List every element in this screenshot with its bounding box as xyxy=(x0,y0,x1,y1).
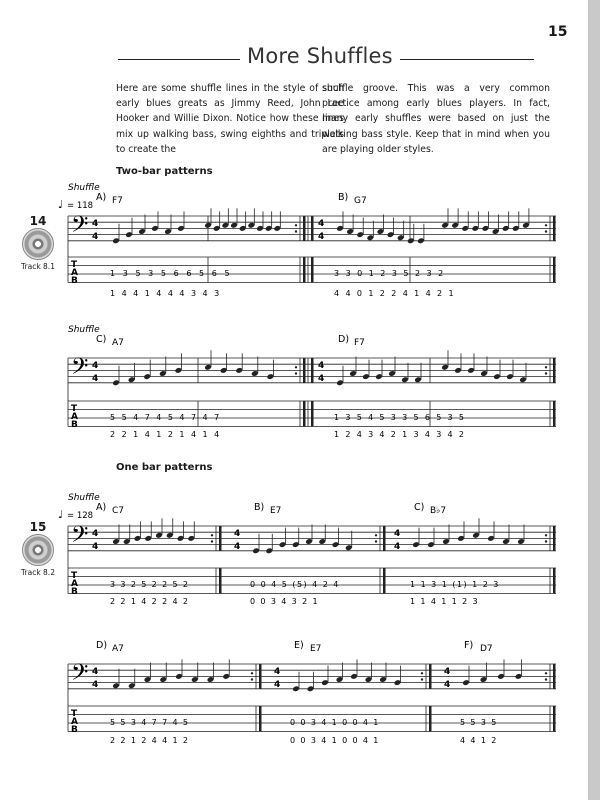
repeat-barline xyxy=(429,706,432,732)
chord-symbol: E7 xyxy=(270,506,282,516)
bass-clef-icon: 𝄢 xyxy=(71,212,89,243)
bass-clef-icon: 𝄢 xyxy=(71,660,89,691)
repeat-dot xyxy=(211,540,213,542)
time-signature: 4 xyxy=(92,232,99,242)
repeat-dot xyxy=(421,678,423,680)
track-label: Track 8.1 xyxy=(21,262,55,271)
time-signature: 4 xyxy=(234,542,241,552)
fingering-number: 2 2 1 2 4 4 1 2 xyxy=(110,736,188,745)
example-letter: A) xyxy=(96,192,107,203)
time-signature: 4 xyxy=(444,667,451,677)
repeat-barline xyxy=(303,401,306,427)
repeat-dot xyxy=(303,366,305,368)
example-letter: C) xyxy=(96,334,107,345)
repeat-dot xyxy=(545,540,547,542)
tab-label: A xyxy=(71,579,78,589)
repeat-dot xyxy=(375,534,377,536)
tab-label: A xyxy=(71,268,78,278)
time-signature: 4 xyxy=(394,529,401,539)
intro-text-left: Here are some shuffle lines in the style of such early blues greats as Jimmy Reed, John Lee Hooker and Willie Dixon. Notice how these lines mix up walking bass, swing eighths and triplets to create the xyxy=(116,83,344,155)
time-signature: 4 xyxy=(318,232,325,242)
tab-number: 0 0 3 4 1 0 0 4 1 xyxy=(290,718,379,727)
tab-number: 0 0 4 5 (5) 4 2 4 xyxy=(250,580,339,589)
tab-label: T xyxy=(71,260,78,270)
repeat-barline xyxy=(303,257,306,283)
example-letter: F) xyxy=(464,640,474,651)
repeat-barline xyxy=(219,526,222,551)
repeat-barline xyxy=(553,706,556,732)
repeat-dot xyxy=(545,678,547,680)
fingering-number: 2 2 1 4 1 2 1 4 1 4 xyxy=(110,430,220,439)
repeat-barline xyxy=(553,358,556,383)
repeat-dot xyxy=(545,672,547,674)
tab-label: T xyxy=(71,709,78,719)
repeat-dot xyxy=(545,372,547,374)
repeat-barline xyxy=(553,216,556,241)
repeat-barline xyxy=(259,706,262,732)
chord-symbol: A7 xyxy=(112,644,124,654)
tab-label: T xyxy=(71,571,78,581)
repeat-barline xyxy=(383,568,386,594)
repeat-barline xyxy=(259,664,262,689)
tab-label: A xyxy=(71,412,78,422)
time-signature: 4 xyxy=(92,361,99,371)
repeat-dot xyxy=(295,372,297,374)
track-number: 15 xyxy=(29,520,47,534)
tempo-marking: = 118 xyxy=(67,201,94,211)
style-marking: Shuffle xyxy=(68,325,100,335)
example-letter: D) xyxy=(96,640,108,651)
chord-symbol: C7 xyxy=(112,506,125,516)
tab-label: B xyxy=(71,276,78,286)
fingering-number: 1 4 4 1 4 4 4 3 4 3 xyxy=(110,289,220,298)
repeat-barline xyxy=(553,526,556,551)
section-heading-one-bar: One bar patterns xyxy=(116,462,213,473)
tab-number: 1 1 3 1 (1) 1 2 3 xyxy=(410,580,499,589)
time-signature: 4 xyxy=(318,374,325,384)
repeat-barline xyxy=(219,568,222,594)
repeat-barline xyxy=(311,401,314,427)
repeat-dot xyxy=(545,366,547,368)
page-title: More Shuffles xyxy=(247,44,393,68)
tab-number: 5 5 3 5 xyxy=(460,718,497,727)
repeat-dot xyxy=(295,230,297,232)
bass-clef-icon: 𝄢 xyxy=(71,354,89,385)
tab-label: B xyxy=(71,587,78,597)
page-number: 15 xyxy=(548,24,568,40)
time-signature: 4 xyxy=(318,219,325,229)
tab-number: 3 3 0 1 2 3 5 2 3 2 xyxy=(334,269,444,278)
repeat-dot xyxy=(295,366,297,368)
repeat-dot xyxy=(251,678,253,680)
repeat-dot xyxy=(303,372,305,374)
repeat-dot xyxy=(211,534,213,536)
repeat-dot xyxy=(421,672,423,674)
tab-label: T xyxy=(71,404,78,414)
example-letter: B) xyxy=(254,502,265,513)
style-marking: Shuffle xyxy=(68,183,100,193)
track-number: 14 xyxy=(29,214,47,228)
tab-number: 1 3 5 3 5 6 6 5 6 5 xyxy=(110,269,230,278)
chord-symbol: G7 xyxy=(354,196,367,206)
time-signature: 4 xyxy=(92,667,99,677)
repeat-dot xyxy=(545,230,547,232)
example-letter: B) xyxy=(338,192,349,203)
section-heading-two-bar: Two-bar patterns xyxy=(116,166,213,177)
tab-number: 5 5 4 7 4 5 4 7 4 7 xyxy=(110,413,220,422)
tab-label: B xyxy=(71,420,78,430)
fingering-number: 1 1 4 1 1 2 3 xyxy=(410,597,478,606)
time-signature: 4 xyxy=(274,667,281,677)
example-letter: E) xyxy=(294,640,304,651)
time-signature: 4 xyxy=(92,529,99,539)
repeat-barline xyxy=(553,257,556,283)
fingering-number: 2 2 1 4 2 2 4 2 xyxy=(110,597,188,606)
chord-symbol: B♭7 xyxy=(430,506,447,516)
fingering-number: 0 0 3 4 1 0 0 4 1 xyxy=(290,736,379,745)
repeat-barline xyxy=(553,664,556,689)
repeat-barline xyxy=(553,568,556,594)
repeat-dot xyxy=(545,534,547,536)
repeat-barline xyxy=(311,257,314,283)
time-signature: 4 xyxy=(92,219,99,229)
chord-symbol: E7 xyxy=(310,644,322,654)
repeat-barline xyxy=(303,216,306,241)
time-signature: 4 xyxy=(92,542,99,552)
tempo-marking: = 128 xyxy=(67,511,94,521)
track-label: Track 8.2 xyxy=(21,568,55,577)
tab-label: B xyxy=(71,725,78,735)
chord-symbol: F7 xyxy=(112,196,123,206)
repeat-barline xyxy=(383,526,386,551)
chord-symbol: A7 xyxy=(112,338,124,348)
example-letter: D) xyxy=(338,334,350,345)
time-signature: 4 xyxy=(394,542,401,552)
example-letter: C) xyxy=(414,502,425,513)
repeat-barline xyxy=(303,358,306,383)
repeat-dot xyxy=(303,224,305,226)
tab-label: A xyxy=(71,717,78,727)
repeat-barline xyxy=(553,401,556,427)
repeat-barline xyxy=(311,358,314,383)
chord-symbol: F7 xyxy=(354,338,365,348)
time-signature: 4 xyxy=(274,680,281,690)
time-signature: 4 xyxy=(318,361,325,371)
quarter-note-icon: ♩ xyxy=(58,198,64,211)
repeat-dot xyxy=(251,672,253,674)
example-letter: A) xyxy=(96,502,107,513)
repeat-dot xyxy=(295,224,297,226)
tab-number: 3 3 2 5 2 2 5 2 xyxy=(110,580,188,589)
style-marking: Shuffle xyxy=(68,493,100,503)
repeat-barline xyxy=(311,216,314,241)
repeat-dot xyxy=(545,224,547,226)
time-signature: 4 xyxy=(92,374,99,384)
repeat-dot xyxy=(375,540,377,542)
bass-clef-icon: 𝄢 xyxy=(71,522,89,553)
tab-number: 5 5 3 4 7 7 4 5 xyxy=(110,718,188,727)
chord-symbol: D7 xyxy=(480,644,493,654)
quarter-note-icon: ♩ xyxy=(58,508,64,521)
time-signature: 4 xyxy=(92,680,99,690)
time-signature: 4 xyxy=(444,680,451,690)
time-signature: 4 xyxy=(234,529,241,539)
repeat-barline xyxy=(429,664,432,689)
intro-text-right: shuffle groove. This was a very common practice among early blues players. In fact, many early shuffles were based on just the walking bass style. Keep that in mind when you are playing older styles. xyxy=(322,83,550,155)
fingering-number: 4 4 0 1 2 2 4 1 4 2 1 xyxy=(334,289,454,298)
fingering-number: 4 4 1 2 xyxy=(460,736,497,745)
fingering-number: 0 0 3 4 3 2 1 xyxy=(250,597,318,606)
fingering-number: 1 2 4 3 4 2 1 3 4 3 4 2 xyxy=(334,430,464,439)
repeat-dot xyxy=(303,230,305,232)
tab-number: 1 3 5 4 5 3 3 5 6 5 3 5 xyxy=(334,413,464,422)
